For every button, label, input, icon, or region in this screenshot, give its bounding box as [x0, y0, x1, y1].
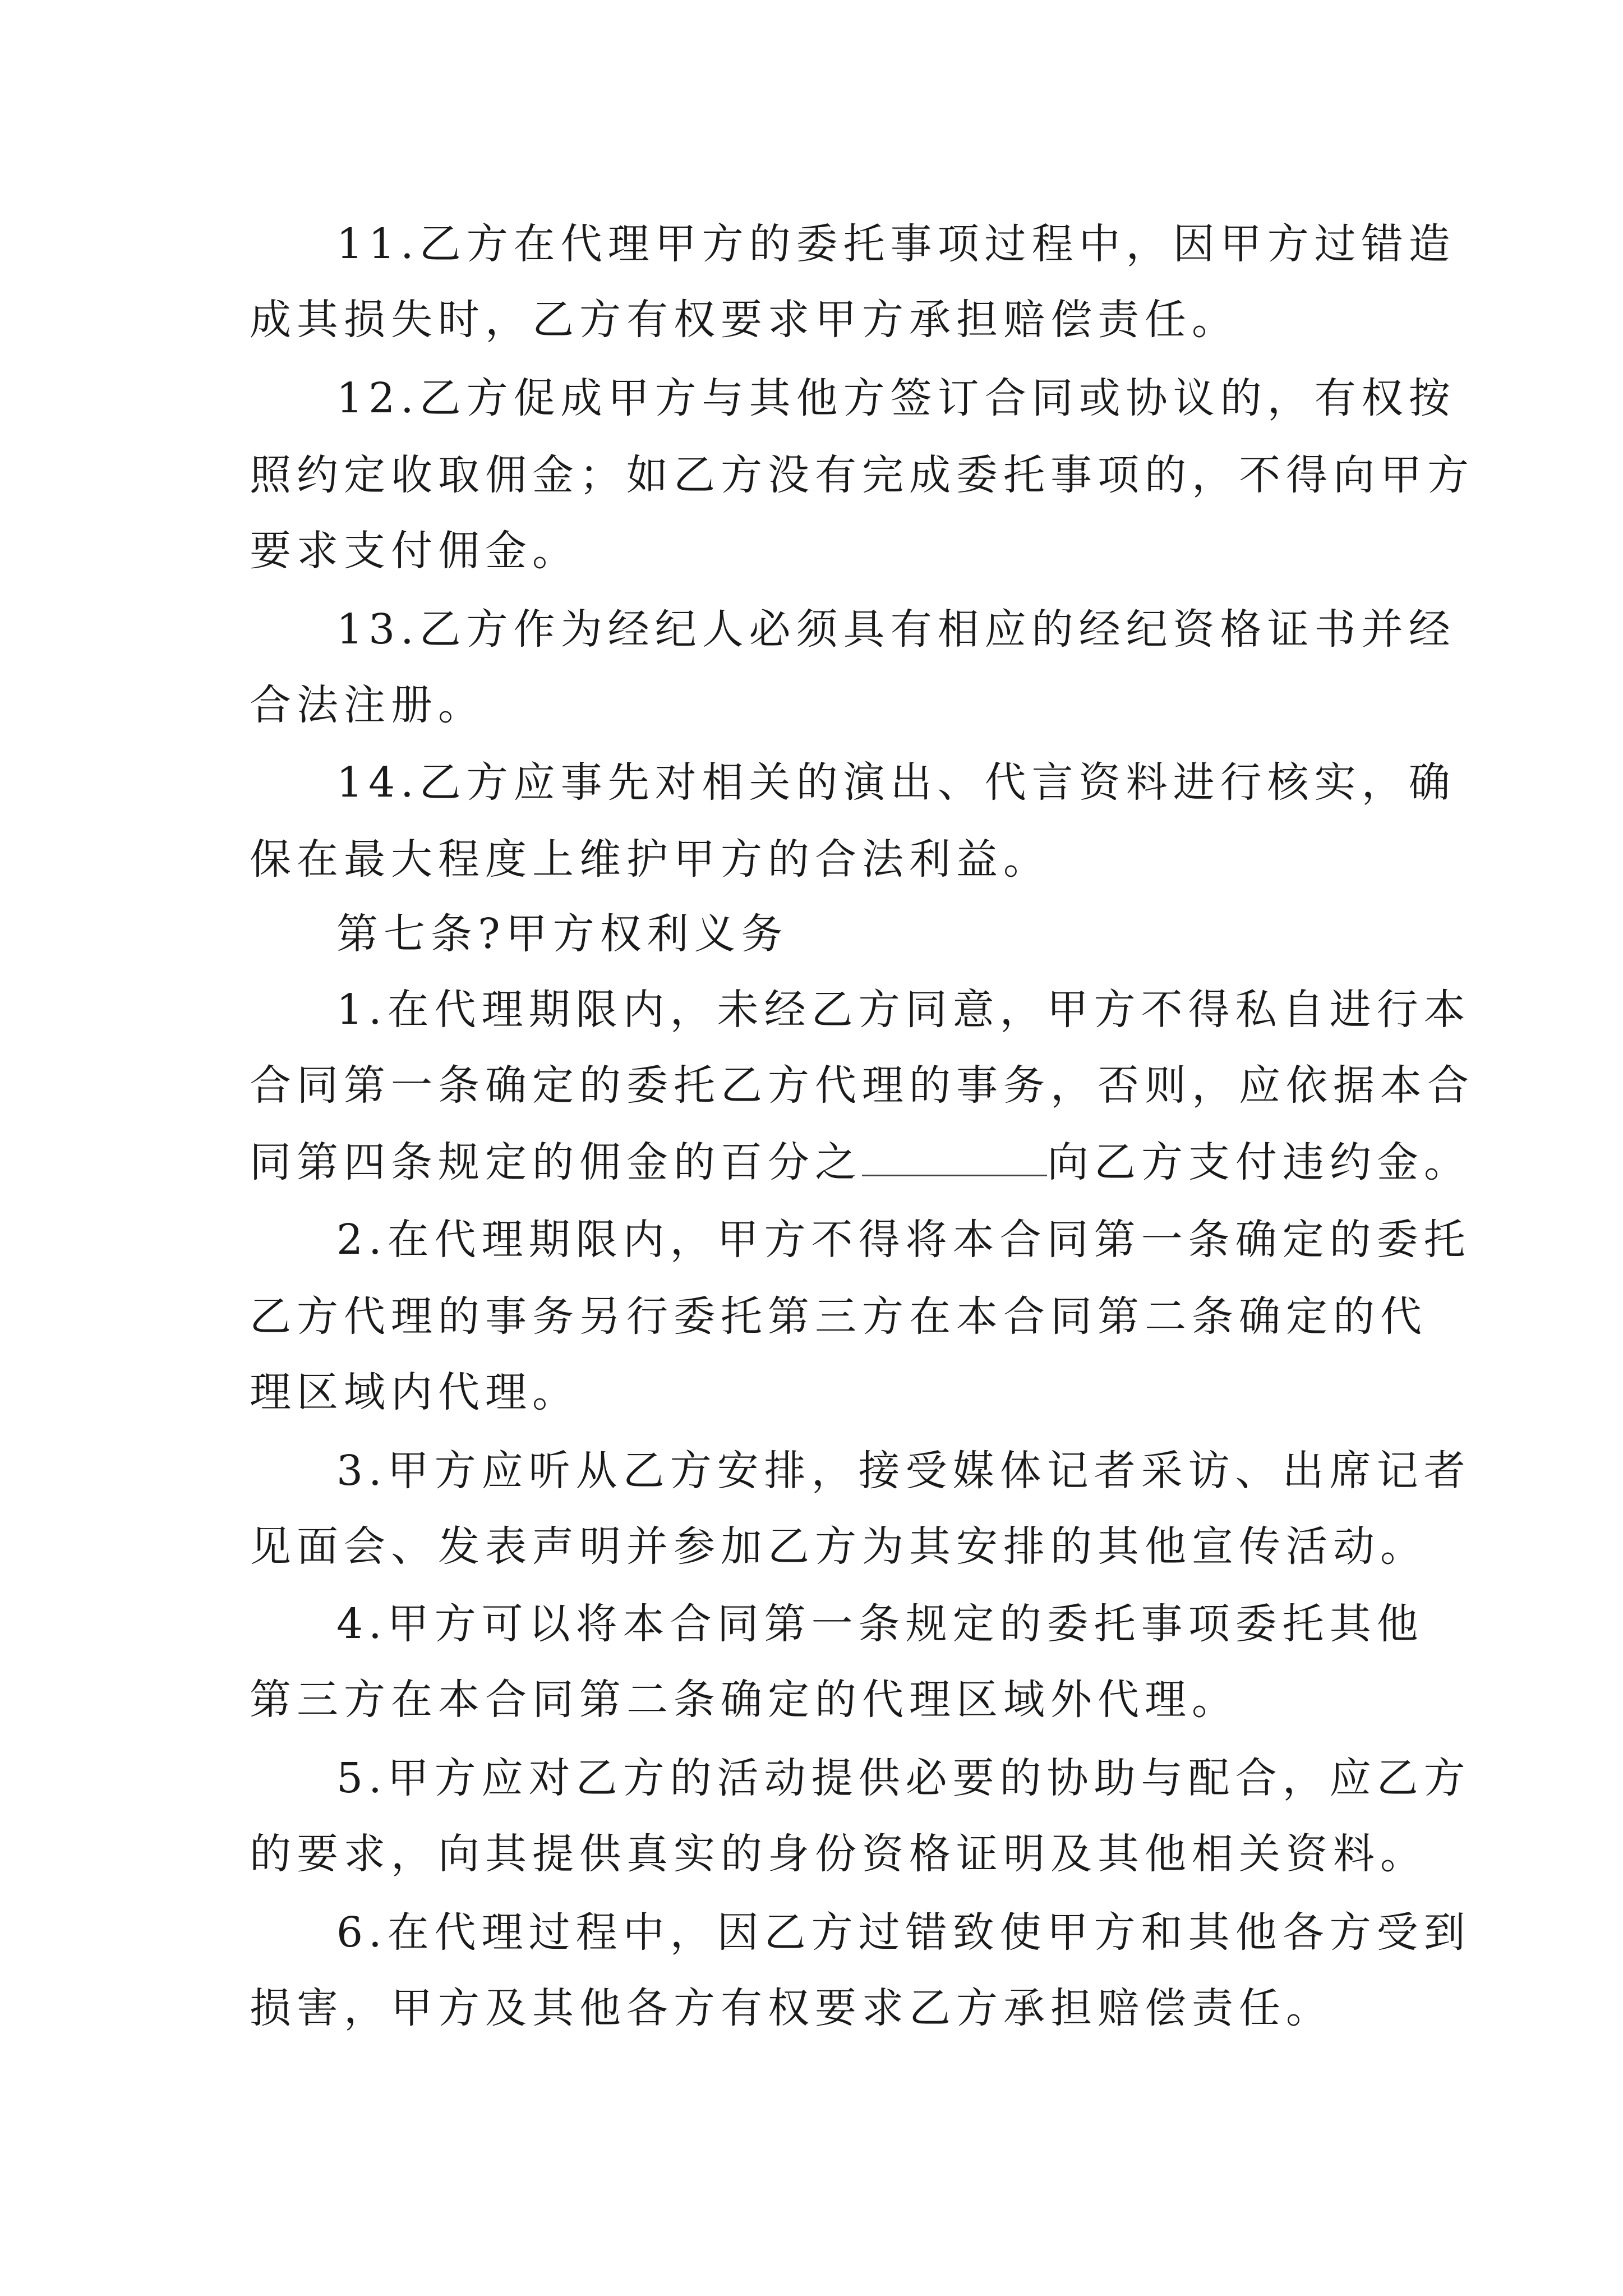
text-line: 13.乙方作为经纪人必须具有相应的经纪资格证书并经 — [336, 605, 1456, 654]
text-line: 要求支付佣金。 — [250, 527, 579, 575]
text-line-with-blank — [250, 1134, 1471, 1190]
text-line: 1.在代理期限内，未经乙方同意，甲方不得私自进行本 — [336, 986, 1471, 1034]
text-line: 6.在代理过程中，因乙方过错致使甲方和其他各方受到 — [336, 1908, 1471, 1957]
text-line: 损害，甲方及其他各方有权要求乙方承担赔偿责任。 — [250, 1984, 1333, 2032]
text-line: 2.在代理期限内，甲方不得将本合同第一条确定的委托 — [336, 1216, 1471, 1264]
section-heading: 第七条?甲方权利义务 — [336, 910, 789, 958]
text-line: 理区域内代理。 — [250, 1368, 579, 1416]
text-line: 合同第一条确定的委托乙方代理的事务，否则，应依据本合 — [250, 1061, 1474, 1110]
text-segment: 同第四条规定的佣金的百分之 — [250, 1138, 862, 1186]
text-line: 5.甲方应对乙方的活动提供必要的协助与配合，应乙方 — [336, 1754, 1471, 1802]
text-line: 14.乙方应事先对相关的演出、代言资料进行核实，确 — [336, 758, 1456, 807]
fill-in-blank — [862, 1135, 1047, 1176]
text-line: 3.甲方应听从乙方安排，接受媒体记者采访、出席记者 — [336, 1447, 1471, 1495]
text-line: 第三方在本合同第二条确定的代理区域外代理。 — [250, 1676, 1239, 1724]
text-line: 合法注册。 — [250, 681, 485, 729]
text-line: 见面会、发表声明并参加乙方为其安排的其他宣传活动。 — [250, 1522, 1427, 1571]
text-line: 乙方代理的事务另行委托第三方在本合同第二条确定的代 — [250, 1292, 1427, 1341]
text-line: 成其损失时，乙方有权要求甲方承担赔偿责任。 — [250, 296, 1239, 344]
text-segment: 向乙方支付违约金。 — [1047, 1138, 1471, 1186]
text-line: 11.乙方在代理甲方的委托事项过程中，因甲方过错造 — [336, 220, 1456, 268]
text-line: 保在最大程度上维护甲方的合法利益。 — [250, 835, 1050, 884]
text-line: 12.乙方促成甲方与其他方签订合同或协议的，有权按 — [336, 374, 1456, 422]
text-line: 4.甲方可以将本合同第一条规定的委托事项委托其他 — [336, 1600, 1424, 1648]
text-line: 的要求，向其提供真实的身份资格证明及其他相关资料。 — [250, 1830, 1427, 1878]
text-line: 照约定收取佣金；如乙方没有完成委托事项的，不得向甲方 — [250, 451, 1474, 499]
